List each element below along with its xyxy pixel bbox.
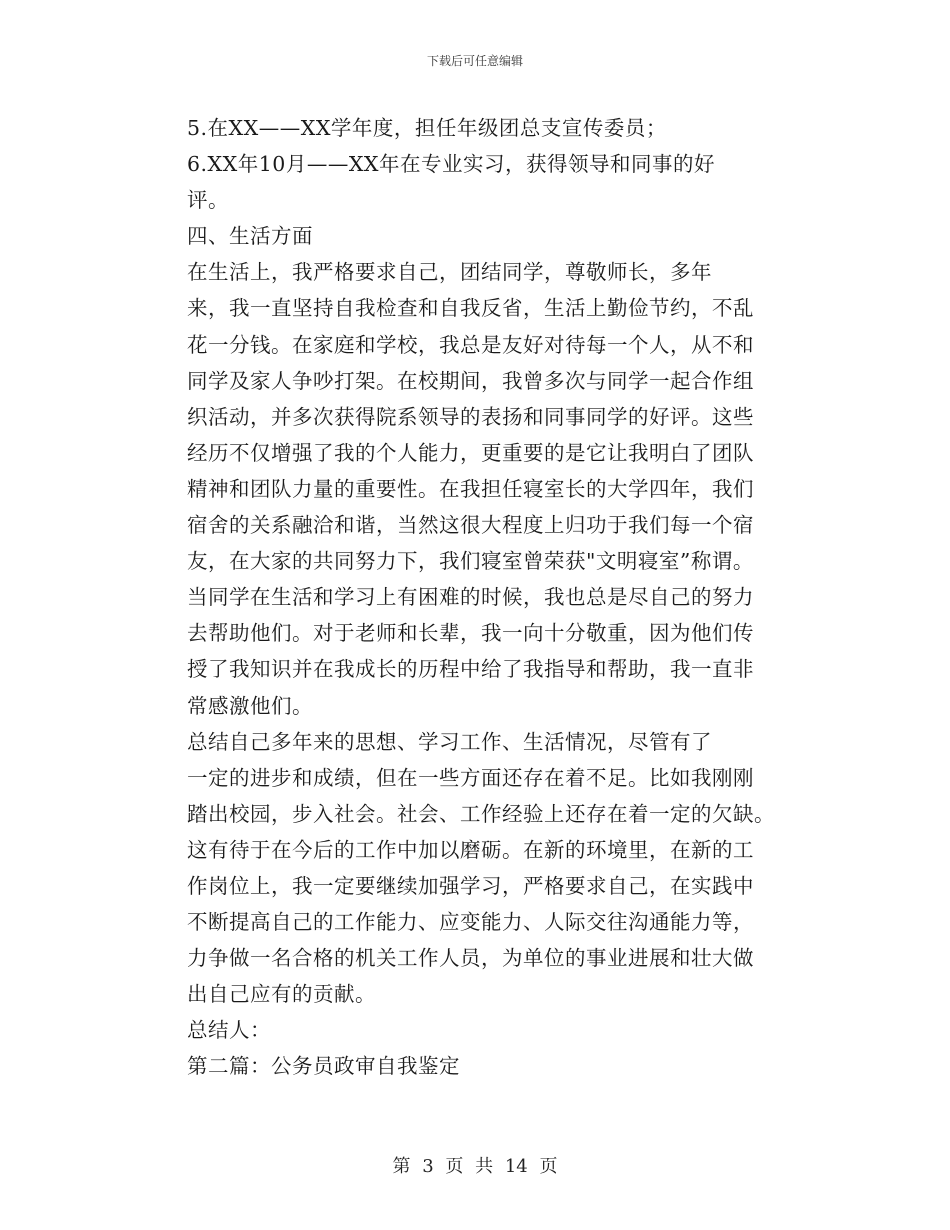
body-line: 6.XX年10月——XX年在专业实习，获得领导和同事的好 (187, 152, 716, 177)
next-section-title: 第二篇：公务员政审自我鉴定 (187, 1054, 460, 1079)
section-heading: 四、生活方面 (187, 224, 313, 249)
page-number-footer: 第 3 页 共 14 页 (392, 1156, 558, 1177)
body-line: 织活动，并多次获得院系领导的表扬和同事同学的好评。这些 (187, 404, 754, 429)
body-line: 去帮助他们。对于老师和长辈，我一向十分敬重，因为他们传 (187, 621, 754, 646)
body-line: 一定的进步和成绩，但在一些方面还存在着不足。比如我刚刚 (187, 765, 754, 790)
body-line: 友，在大家的共同努力下，我们寝室曾荣获"文明寝室”称谓。 (187, 549, 754, 574)
body-line: 来，我一直坚持自我检查和自我反省，生活上勤俭节约，不乱 (187, 296, 754, 321)
body-line: 评。 (187, 188, 229, 213)
body-line: 授了我知识并在我成长的历程中给了我指导和帮助，我一直非 (187, 657, 754, 682)
body-line: 宿舍的关系融洽和谐，当然这很大程度上归功于我们每一个宿 (187, 513, 754, 538)
body-line: 总结自己多年来的思想、学习工作、生活情况，尽管有了 (187, 729, 712, 754)
body-line: 同学及家人争吵打架。在校期间，我曾多次与同学一起合作组 (187, 368, 754, 393)
body-line: 踏出校园，步入社会。社会、工作经验上还存在着一定的欠缺。 (187, 801, 775, 826)
document-body (187, 110, 807, 1085)
body-line: 在生活上，我严格要求自己，团结同学，尊敬师长，多年 (187, 260, 712, 285)
body-line: 当同学在生活和学习上有困难的时候，我也总是尽自己的努力 (187, 585, 754, 610)
signature-label: 总结人： (187, 1018, 271, 1043)
body-line: 力争做一名合格的机关工作人员，为单位的事业进展和壮大做 (187, 946, 754, 971)
body-line: 作岗位上，我一定要继续加强学习，严格要求自己，在实践中 (187, 873, 754, 898)
body-line: 常感激他们。 (187, 693, 313, 718)
body-line: 出自己应有的贡献。 (187, 982, 376, 1007)
body-line: 经历不仅增强了我的个人能力，更重要的是它让我明白了团队 (187, 440, 754, 465)
body-line: 5.在XX——XX学年度，担任年级团总支宣传委员； (187, 116, 667, 140)
body-line: 精神和团队力量的重要性。在我担任寝室长的大学四年，我们 (187, 476, 754, 501)
body-line: 这有待于在今后的工作中加以磨砺。在新的环境里，在新的工 (187, 837, 754, 862)
body-line: 花一分钱。在家庭和学校，我总是友好对待每一个人，从不和 (187, 332, 754, 357)
body-line: 不断提高自己的工作能力、应变能力、人际交往沟通能力等， (187, 910, 754, 935)
page-header-note: 下载后可任意编辑 (426, 54, 523, 68)
